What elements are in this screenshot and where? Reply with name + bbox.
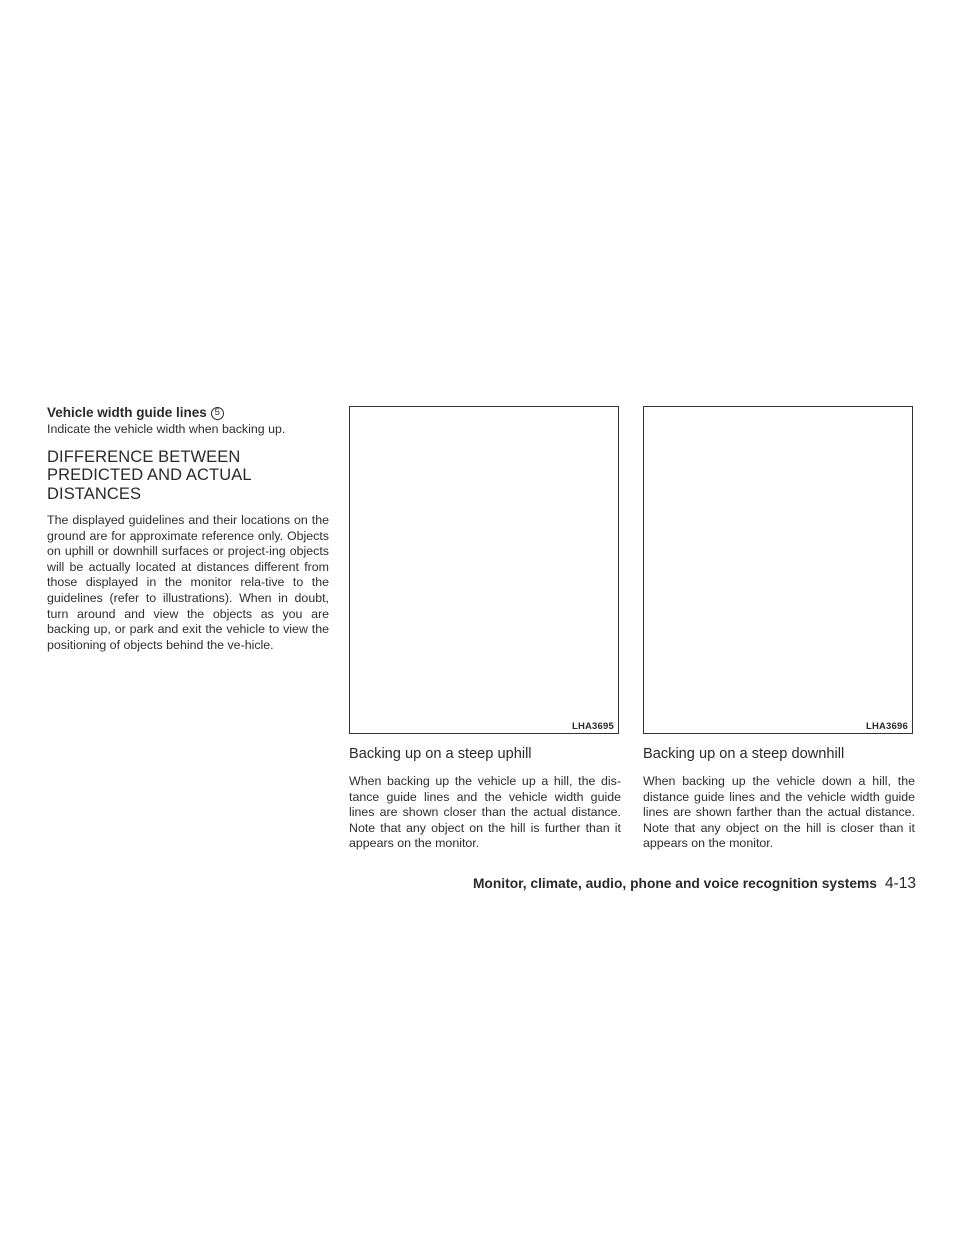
figure-code-label: LHA3696 (865, 721, 908, 732)
figure-downhill-text: When backing up the vehicle down a hill, the distance guide lines and the vehicle width guide lines are shown farther than the actual distance. Note that any object on the hill is closer than it appears on the monitor. (643, 774, 915, 851)
subheading-text: Vehicle width guide lines (47, 405, 207, 420)
figure-uphill-illustration (349, 406, 619, 734)
section-title-line-2: PREDICTED AND ACTUAL (47, 466, 252, 485)
section-title-line-1: DIFFERENCE BETWEEN (47, 447, 241, 466)
page-footer (454, 875, 916, 893)
callout-number-5: 5 (211, 407, 224, 420)
figure-downhill-title: Backing up on a steep downhill (643, 746, 845, 762)
section-body-text: The displayed guidelines and their locations on the ground are for approximate reference only. Objects on uphill or downhill surfaces or project-ing objects will be actually located at distances different from those displayed in the monitor rela-tive to the guidelines (refer to illustrations). When in doubt, turn around and view the objects as you are backing up, or park and exit the vehicle to view the positioning of objects behind the ve-hicle. (47, 513, 329, 652)
footer-section-title: Monitor, climate, audio, phone and voice recognition systems (472, 876, 877, 891)
figure-downhill-column (643, 406, 915, 852)
section-title (47, 448, 329, 504)
figure-uphill-title: Backing up on a steep uphill (349, 746, 532, 762)
figure-code-label: LHA3695 (571, 721, 614, 732)
figure-downhill-illustration (643, 406, 913, 734)
indicate-text: Indicate the vehicle width when backing up. (47, 422, 286, 436)
page-number: 4-13 (884, 875, 916, 892)
figure-uphill-text: When backing up the vehicle up a hill, the dis-tance guide lines and the vehicle width guide lines are shown closer than the actual distance. Note that any object on the hill is further than it appears on the monitor. (349, 774, 621, 851)
section-title-line-3: DISTANCES (47, 484, 142, 503)
left-column (47, 404, 329, 653)
vehicle-width-guide-lines-heading (47, 404, 329, 422)
figure-uphill-column (349, 406, 621, 852)
